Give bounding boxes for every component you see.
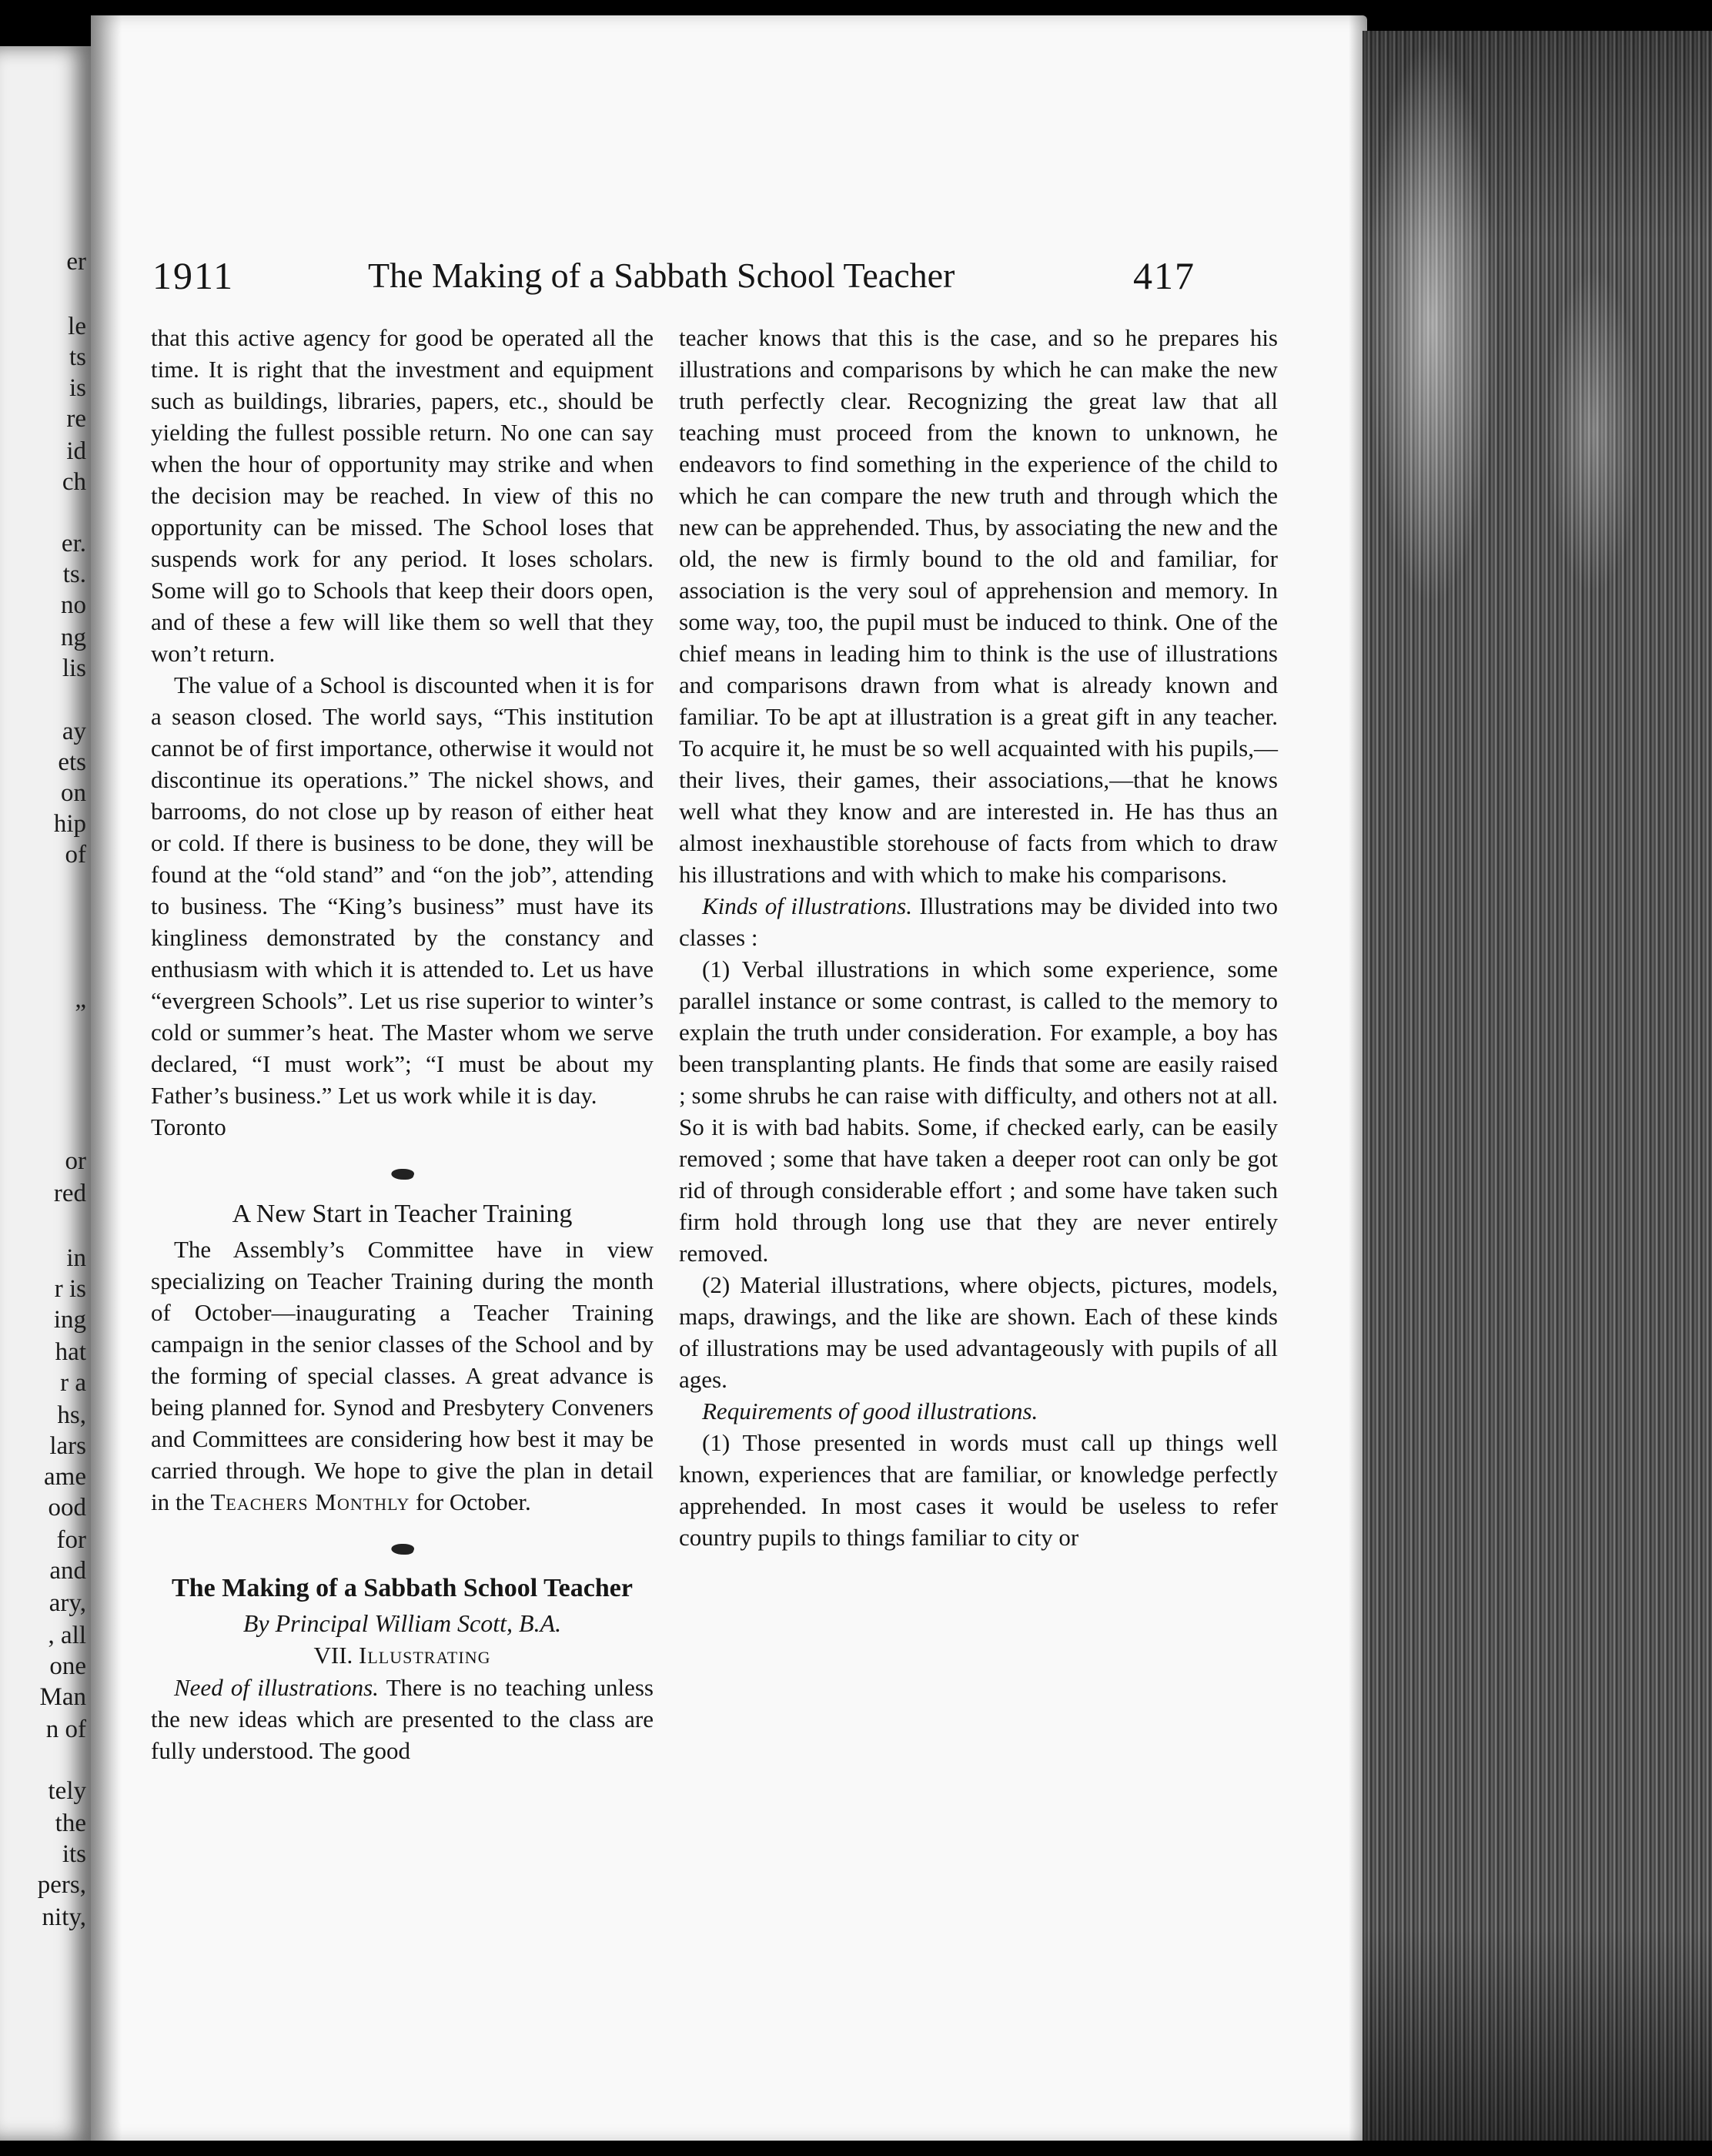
prev-page-text-fragment: er.	[61, 530, 86, 557]
publication-name: Teachers Monthly	[210, 1488, 410, 1515]
book-page	[91, 15, 1367, 2141]
gutter-shadow	[91, 15, 122, 2141]
prev-page-text-fragment: lars	[49, 1432, 86, 1460]
right-column	[679, 322, 1278, 1553]
prev-page-text-fragment: pers,	[37, 1871, 86, 1899]
prev-page-text-fragment: ood	[48, 1494, 86, 1522]
prev-page-text-fragment: no	[61, 591, 86, 619]
prev-page-text-fragment: ame	[44, 1463, 86, 1491]
run-in-heading: Kinds of illustrations.	[702, 892, 912, 919]
paragraph: (2) Material illustrations, where objects, pictures, models, maps, drawings, and the like are shown. Each of these kinds of illustrations may be used advantageously with pupils of all ages.	[679, 1271, 1278, 1393]
prev-page-text-fragment: ing	[53, 1306, 86, 1334]
prev-page-text-fragment: the	[55, 1810, 86, 1837]
prev-page-text-fragment: hip	[53, 810, 86, 838]
running-title: The Making of a Sabbath School Teacher	[368, 256, 955, 295]
article-text: There is no teaching unless the new ideas which are presented to the class are fully understood. The good	[151, 1674, 654, 1764]
prev-page-text-fragment: hs,	[57, 1401, 86, 1429]
subheading: Requirements of good illustrations.	[702, 1398, 1038, 1424]
article-text: The Assembly’s Committee have in view specializing on Teacher Training during the month of October—inaugurating a Teacher Training campaign in the senior classes of the School and by the forming of special classes. A great advance is being planned for. Synod and Presbytery Conveners and Committees are considering how best it may be carried through. We hope to give the plan in detail in the	[151, 1236, 654, 1515]
prev-page-text-fragment: one	[49, 1652, 86, 1680]
paragraph	[151, 1672, 654, 1766]
prev-page-text-fragment: red	[53, 1180, 86, 1207]
article-heading: A New Start in Teacher Training	[232, 1200, 573, 1228]
prev-page-text-fragment: is	[69, 374, 86, 402]
prev-page-text-fragment: ets	[58, 748, 86, 776]
prev-page-text-fragment: hat	[55, 1338, 86, 1366]
year: 1911	[152, 254, 235, 297]
prev-page-text-fragment: n of	[45, 1716, 86, 1743]
paragraph	[679, 890, 1278, 953]
prev-page-text-fragment: , all	[48, 1622, 86, 1649]
byline: By Principal William Scott, B.A.	[242, 1609, 562, 1637]
paragraph: teacher knows that this is the case, and so he prepares his illustrations and comparisons by which he can make the new truth perfectly clear. Recognizing the great law that all teaching must proceed from the known to unknown, he endeavors to find something in the experience of the child to which he can compare the new truth and through which the new can be apprehended. Thus, by associating the new and the old, the new is firmly bound to the old and familiar, for association is the very soul of apprehension and memory. In some way, too, the pupil must be induced to think. One of the chief means in leading him to think is the use of illustrations and comparisons drawn from what is already known and familiar. To be apt at illustration is a great gift in any teacher. To acquire it, he must be so well acquainted with his pupils,—their lives, their games, their associations,—that he knows well what they know and are interested in. He has thus an almost inexhaustible storehouse of facts from which to draw his illustrations and with which to make his comparisons.	[679, 324, 1278, 888]
prev-page-text-fragment: le	[68, 313, 86, 340]
prev-page-text-fragment: on	[61, 779, 86, 807]
article-heading: The Making of a Sabbath School Teacher	[172, 1574, 633, 1602]
prev-page-text-fragment: in	[66, 1244, 86, 1272]
prev-page-text-fragment: lis	[62, 654, 86, 682]
prev-page-text-fragment: and	[49, 1557, 86, 1585]
prev-page-text-fragment: ts.	[62, 561, 86, 588]
book-page-edges	[1363, 31, 1712, 2141]
page-number: 417	[1133, 254, 1195, 297]
prev-page-text-fragment: ”	[75, 999, 86, 1027]
previous-page-edge	[0, 46, 91, 2141]
prev-page-text-fragment: id	[66, 437, 86, 465]
paragraph: The value of a School is discounted when it is for a season closed. The world says, “This institution cannot be of first importance, otherwise it would not discontinue its operations.” The nickel shows, and barrooms, do not close up by reason of either heat or cold. If there is business to be done, they will be found at the “old stand” and “on the job”, attending to business. The “King’s business” must have its kingliness demonstrated by the constancy and enthusiasm with which it is attended to. Let us have “evergreen Schools”. Let us rise superior to winter’s cold or summer’s heat. The Master whom we serve declared, “I must work”; “I must be about my Father’s business.” Let us work while it is day.	[151, 671, 654, 1109]
prev-page-text-fragment: for	[56, 1526, 86, 1554]
prev-page-text-fragment: re	[66, 405, 86, 433]
prev-page-text-fragment: tely	[48, 1777, 86, 1805]
prev-page-text-fragment: ng	[61, 624, 86, 651]
paragraph: (1) Verbal illustrations in which some experience, some parallel instance or some contrast, is called to the memory to explain the truth under consideration. For example, a boy has been transplanting plants. He finds that some are easily raised ; some shrubs he can raise with difficulty, and others not at all. So it is with bad habits. Some, if checked early, can be easily removed ; some that have taken a deeper root can only be got rid of through considerable effort ; and some have taken such firm hold through long use that they are never entirely removed.	[679, 956, 1278, 1267]
article-text: Illustrations may be divided into two classes :	[679, 892, 1278, 951]
section-number: VII.	[313, 1642, 353, 1669]
prev-page-text-fragment: ary,	[48, 1589, 86, 1617]
left-column	[151, 322, 654, 1766]
prev-page-text-fragment: ay	[62, 718, 86, 745]
running-head	[91, 251, 1367, 305]
prev-page-text-fragment: er	[66, 248, 86, 276]
paragraph: that this active agency for good be operated all the time. It is right that the investment and equipment such as buildings, libraries, papers, etc., should be yielding the fullest possible return. No one can say when the hour of opportunity may strike and when the decision may be reached. In view of this no opportunity can be missed. The School loses that suspends work for any period. It loses scholars. Some will go to Schools that keep their doors open, and of these a few will like them so well that they won’t return.	[151, 324, 654, 667]
prev-page-text-fragment: Man	[39, 1683, 86, 1711]
paragraph	[151, 1234, 654, 1518]
section-name: Illustrating	[359, 1642, 491, 1669]
prev-page-text-fragment: ts	[69, 343, 86, 371]
run-in-heading: Need of illustrations.	[174, 1674, 379, 1701]
prev-page-text-fragment: its	[62, 1840, 86, 1868]
ornament-icon	[151, 1150, 654, 1194]
signature: Toronto	[151, 1113, 226, 1140]
prev-page-text-fragment: nity,	[42, 1903, 86, 1931]
prev-page-text-fragment: r is	[54, 1275, 86, 1303]
article-text: for October.	[415, 1488, 531, 1515]
prev-page-text-fragment: or	[65, 1147, 86, 1175]
section-heading	[151, 1639, 654, 1672]
prev-page-text-fragment: of	[65, 841, 86, 869]
paragraph: (1) Those presented in words must call up things well known, experiences that are familiar, or knowledge perfectly apprehended. In most cases it would be useless to refer country pupils to things familiar to city or	[679, 1429, 1278, 1551]
prev-page-text-fragment: ch	[62, 468, 86, 496]
prev-page-text-fragment: r a	[60, 1369, 86, 1397]
ornament-icon	[151, 1525, 654, 1568]
